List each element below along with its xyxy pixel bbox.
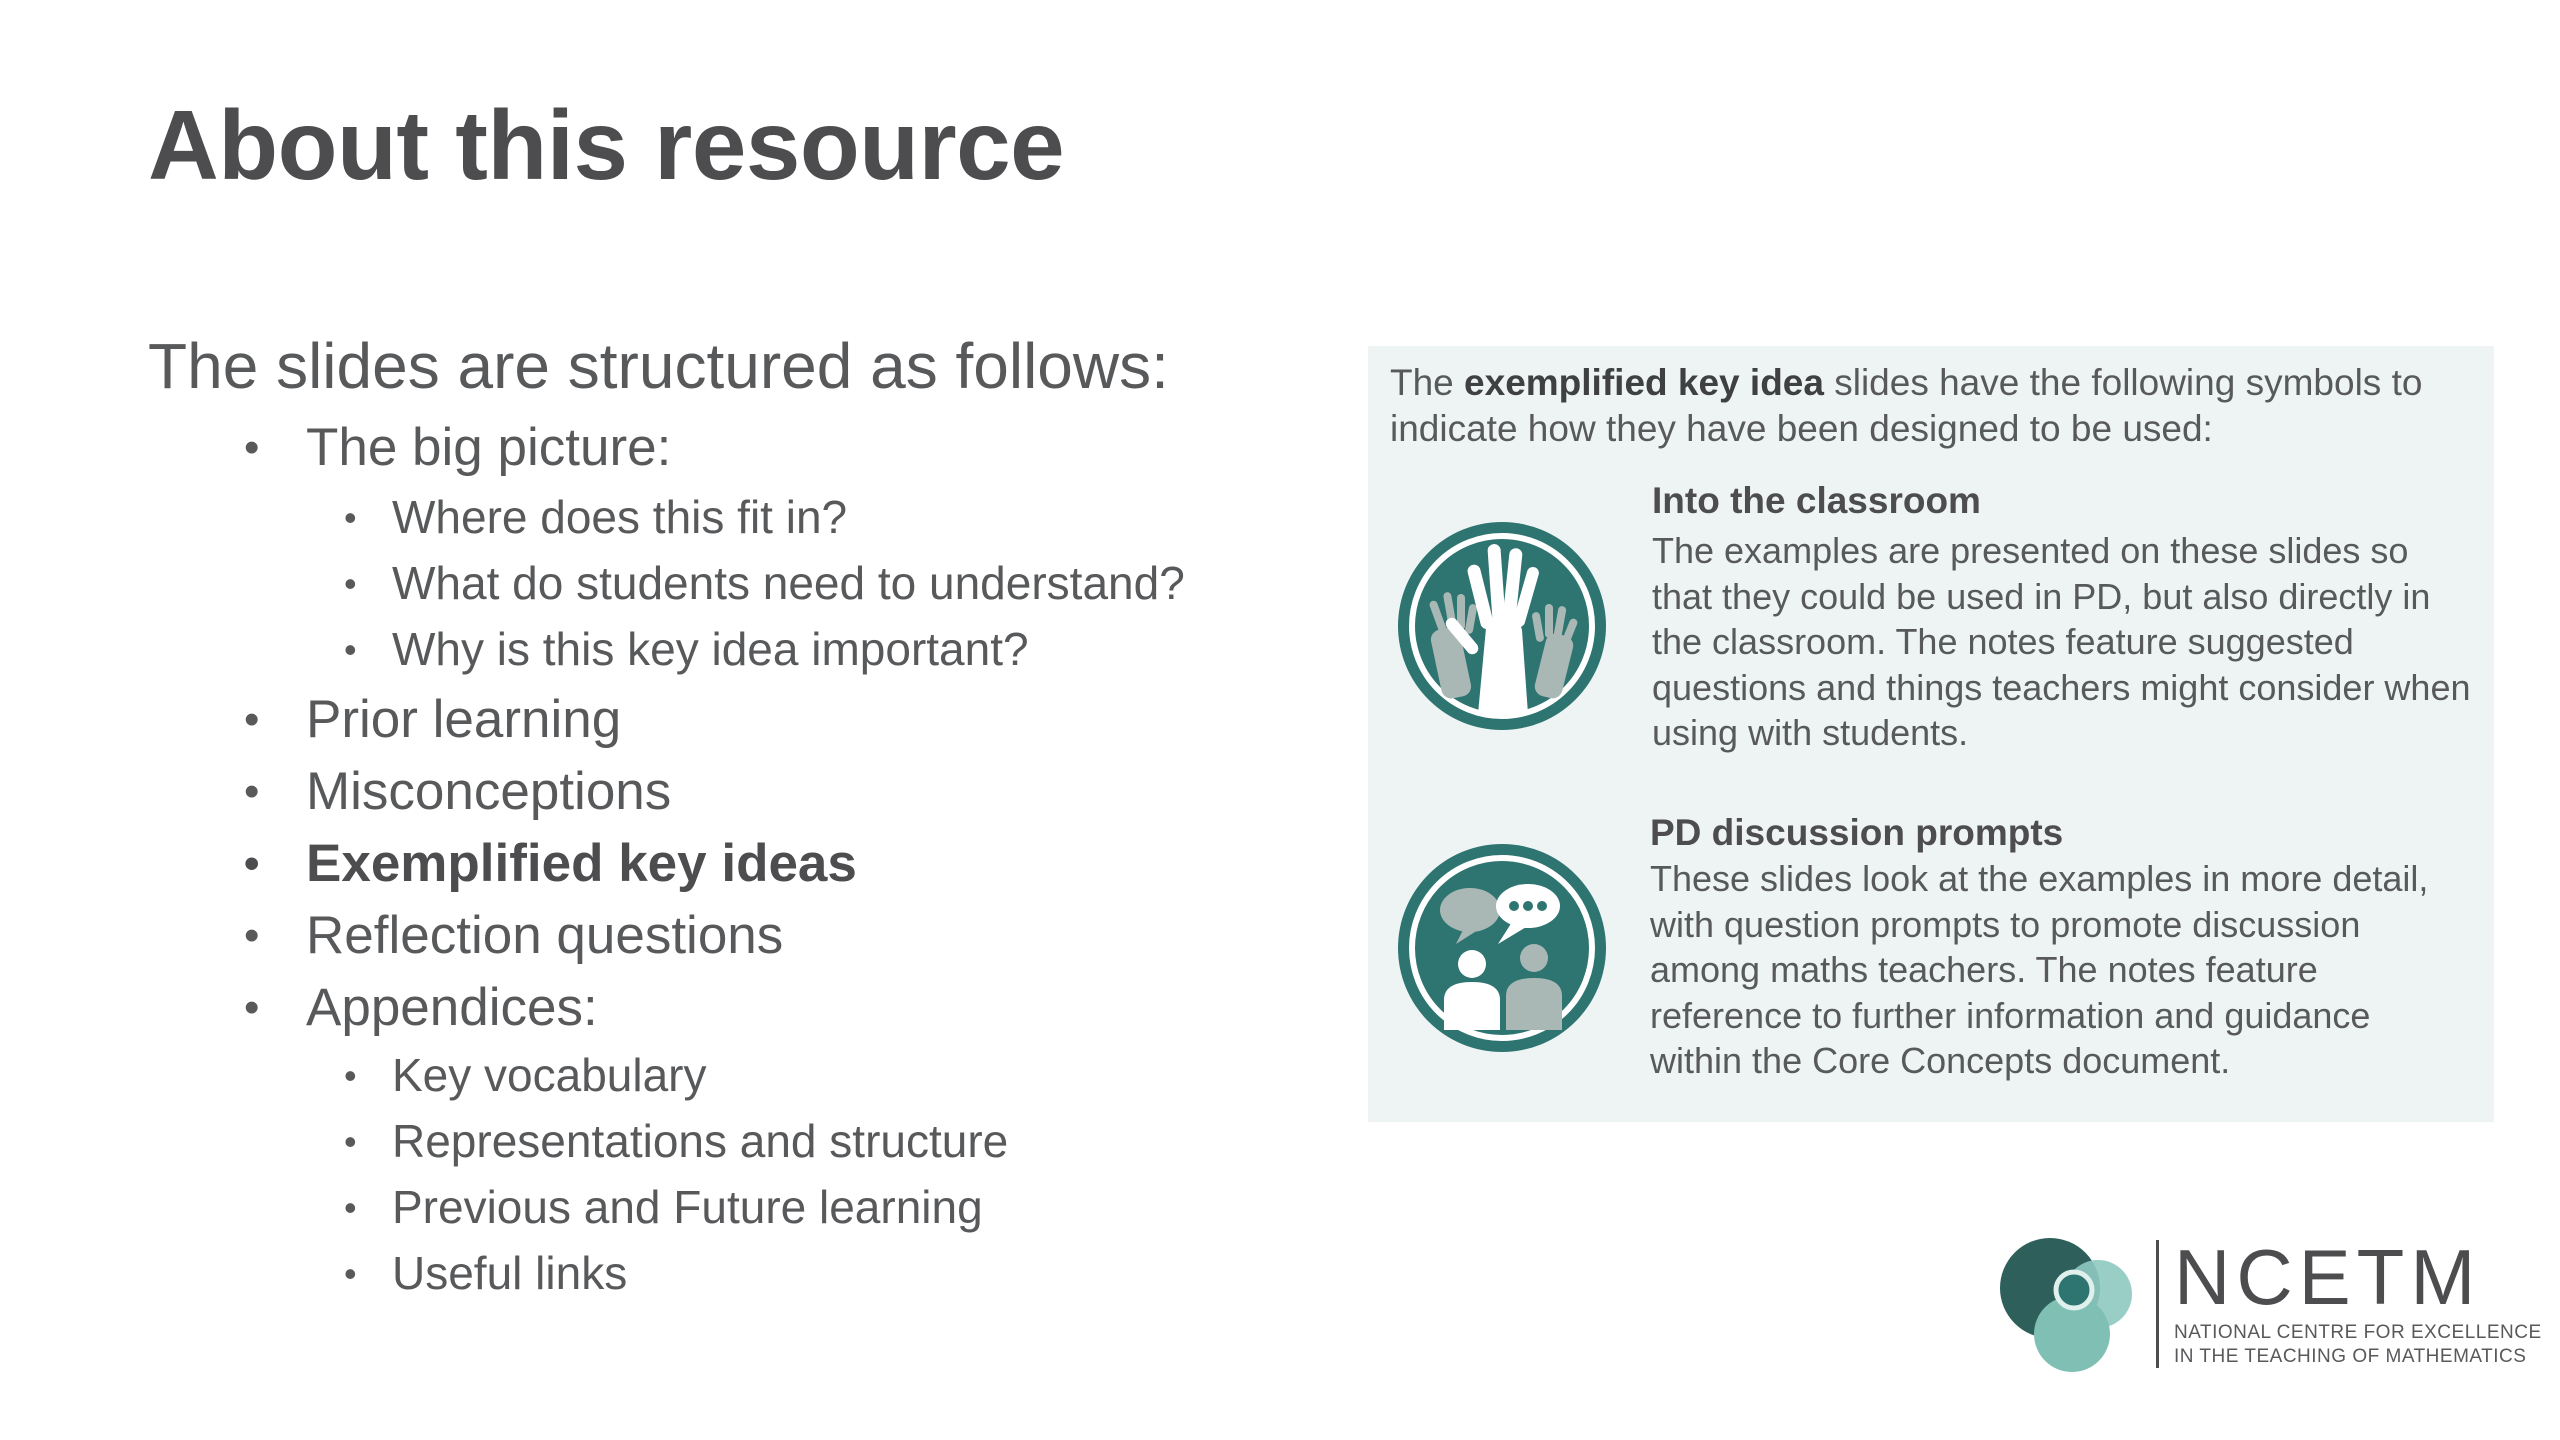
raised-hands-icon: [1394, 518, 1610, 734]
bullet-icon: •: [344, 1253, 357, 1294]
list-item-appendices: • Appendices:: [244, 978, 598, 1037]
list-item-previous-future: • Previous and Future learning: [344, 1181, 983, 1233]
bullet-icon: •: [244, 839, 260, 888]
ncetm-logo-mark: [1998, 1234, 2144, 1374]
discussion-people-icon: [1394, 840, 1610, 1056]
page-title: About this resource: [148, 90, 1065, 200]
ncetm-logo: [1998, 1228, 2542, 1378]
list-item-representations: • Representations and structure: [344, 1115, 1009, 1167]
bullet-icon: •: [344, 1121, 357, 1162]
structure-intro: The slides are structured as follows:: [148, 330, 1169, 402]
bullet-icon: •: [244, 983, 260, 1032]
list-item-understand: • What do students need to understand?: [344, 557, 1185, 609]
logo-tagline-1: NATIONAL CENTRE FOR EXCELLENCE: [2174, 1322, 2542, 1343]
symbol-heading-classroom: Into the classroom: [1652, 480, 1981, 521]
bullet-icon: •: [344, 629, 357, 670]
list-item-fit: • Where does this fit in?: [344, 491, 848, 543]
list-item-reflection: • Reflection questions: [244, 906, 784, 965]
bullet-icon: •: [244, 423, 260, 472]
bullet-icon: •: [244, 695, 260, 744]
symbols-intro: The exemplified key idea slides have the following symbols to indicate how they have been designed to be used:: [1390, 362, 2423, 449]
symbol-text-pd: These slides look at the examples in more detail, with question prompts to promote discussion among maths teachers. The notes feature reference to further information and guidance within the Core Concepts document.: [1650, 858, 2429, 1081]
list-item-exemplified: • Exemplified key ideas: [244, 834, 857, 893]
bullet-icon: •: [344, 563, 357, 604]
bullet-icon: •: [344, 1055, 357, 1096]
bullet-icon: •: [244, 767, 260, 816]
logo-divider: [2156, 1240, 2159, 1368]
symbols-panel: [1368, 346, 2494, 1122]
list-item-useful-links: • Useful links: [344, 1247, 628, 1299]
list-item-prior-learning: • Prior learning: [244, 690, 622, 749]
bullet-icon: •: [344, 497, 357, 538]
symbol-heading-pd: PD discussion prompts: [1650, 812, 2064, 853]
list-item-misconceptions: • Misconceptions: [244, 762, 672, 821]
logo-wordmark: NCETM: [2174, 1233, 2482, 1321]
logo-tagline-2: IN THE TEACHING OF MATHEMATICS: [2174, 1346, 2527, 1367]
list-item-vocabulary: • Key vocabulary: [344, 1049, 707, 1101]
symbol-text-classroom: The examples are presented on these slides so that they could be used in PD, but also directly in the classroom. The notes feature suggested questions and things teachers might consider when using with students.: [1652, 530, 2471, 753]
bullet-icon: •: [244, 911, 260, 960]
list-item-big-picture: • The big picture:: [244, 418, 672, 477]
bullet-icon: •: [344, 1187, 357, 1228]
list-item-important: • Why is this key idea important?: [344, 623, 1029, 675]
